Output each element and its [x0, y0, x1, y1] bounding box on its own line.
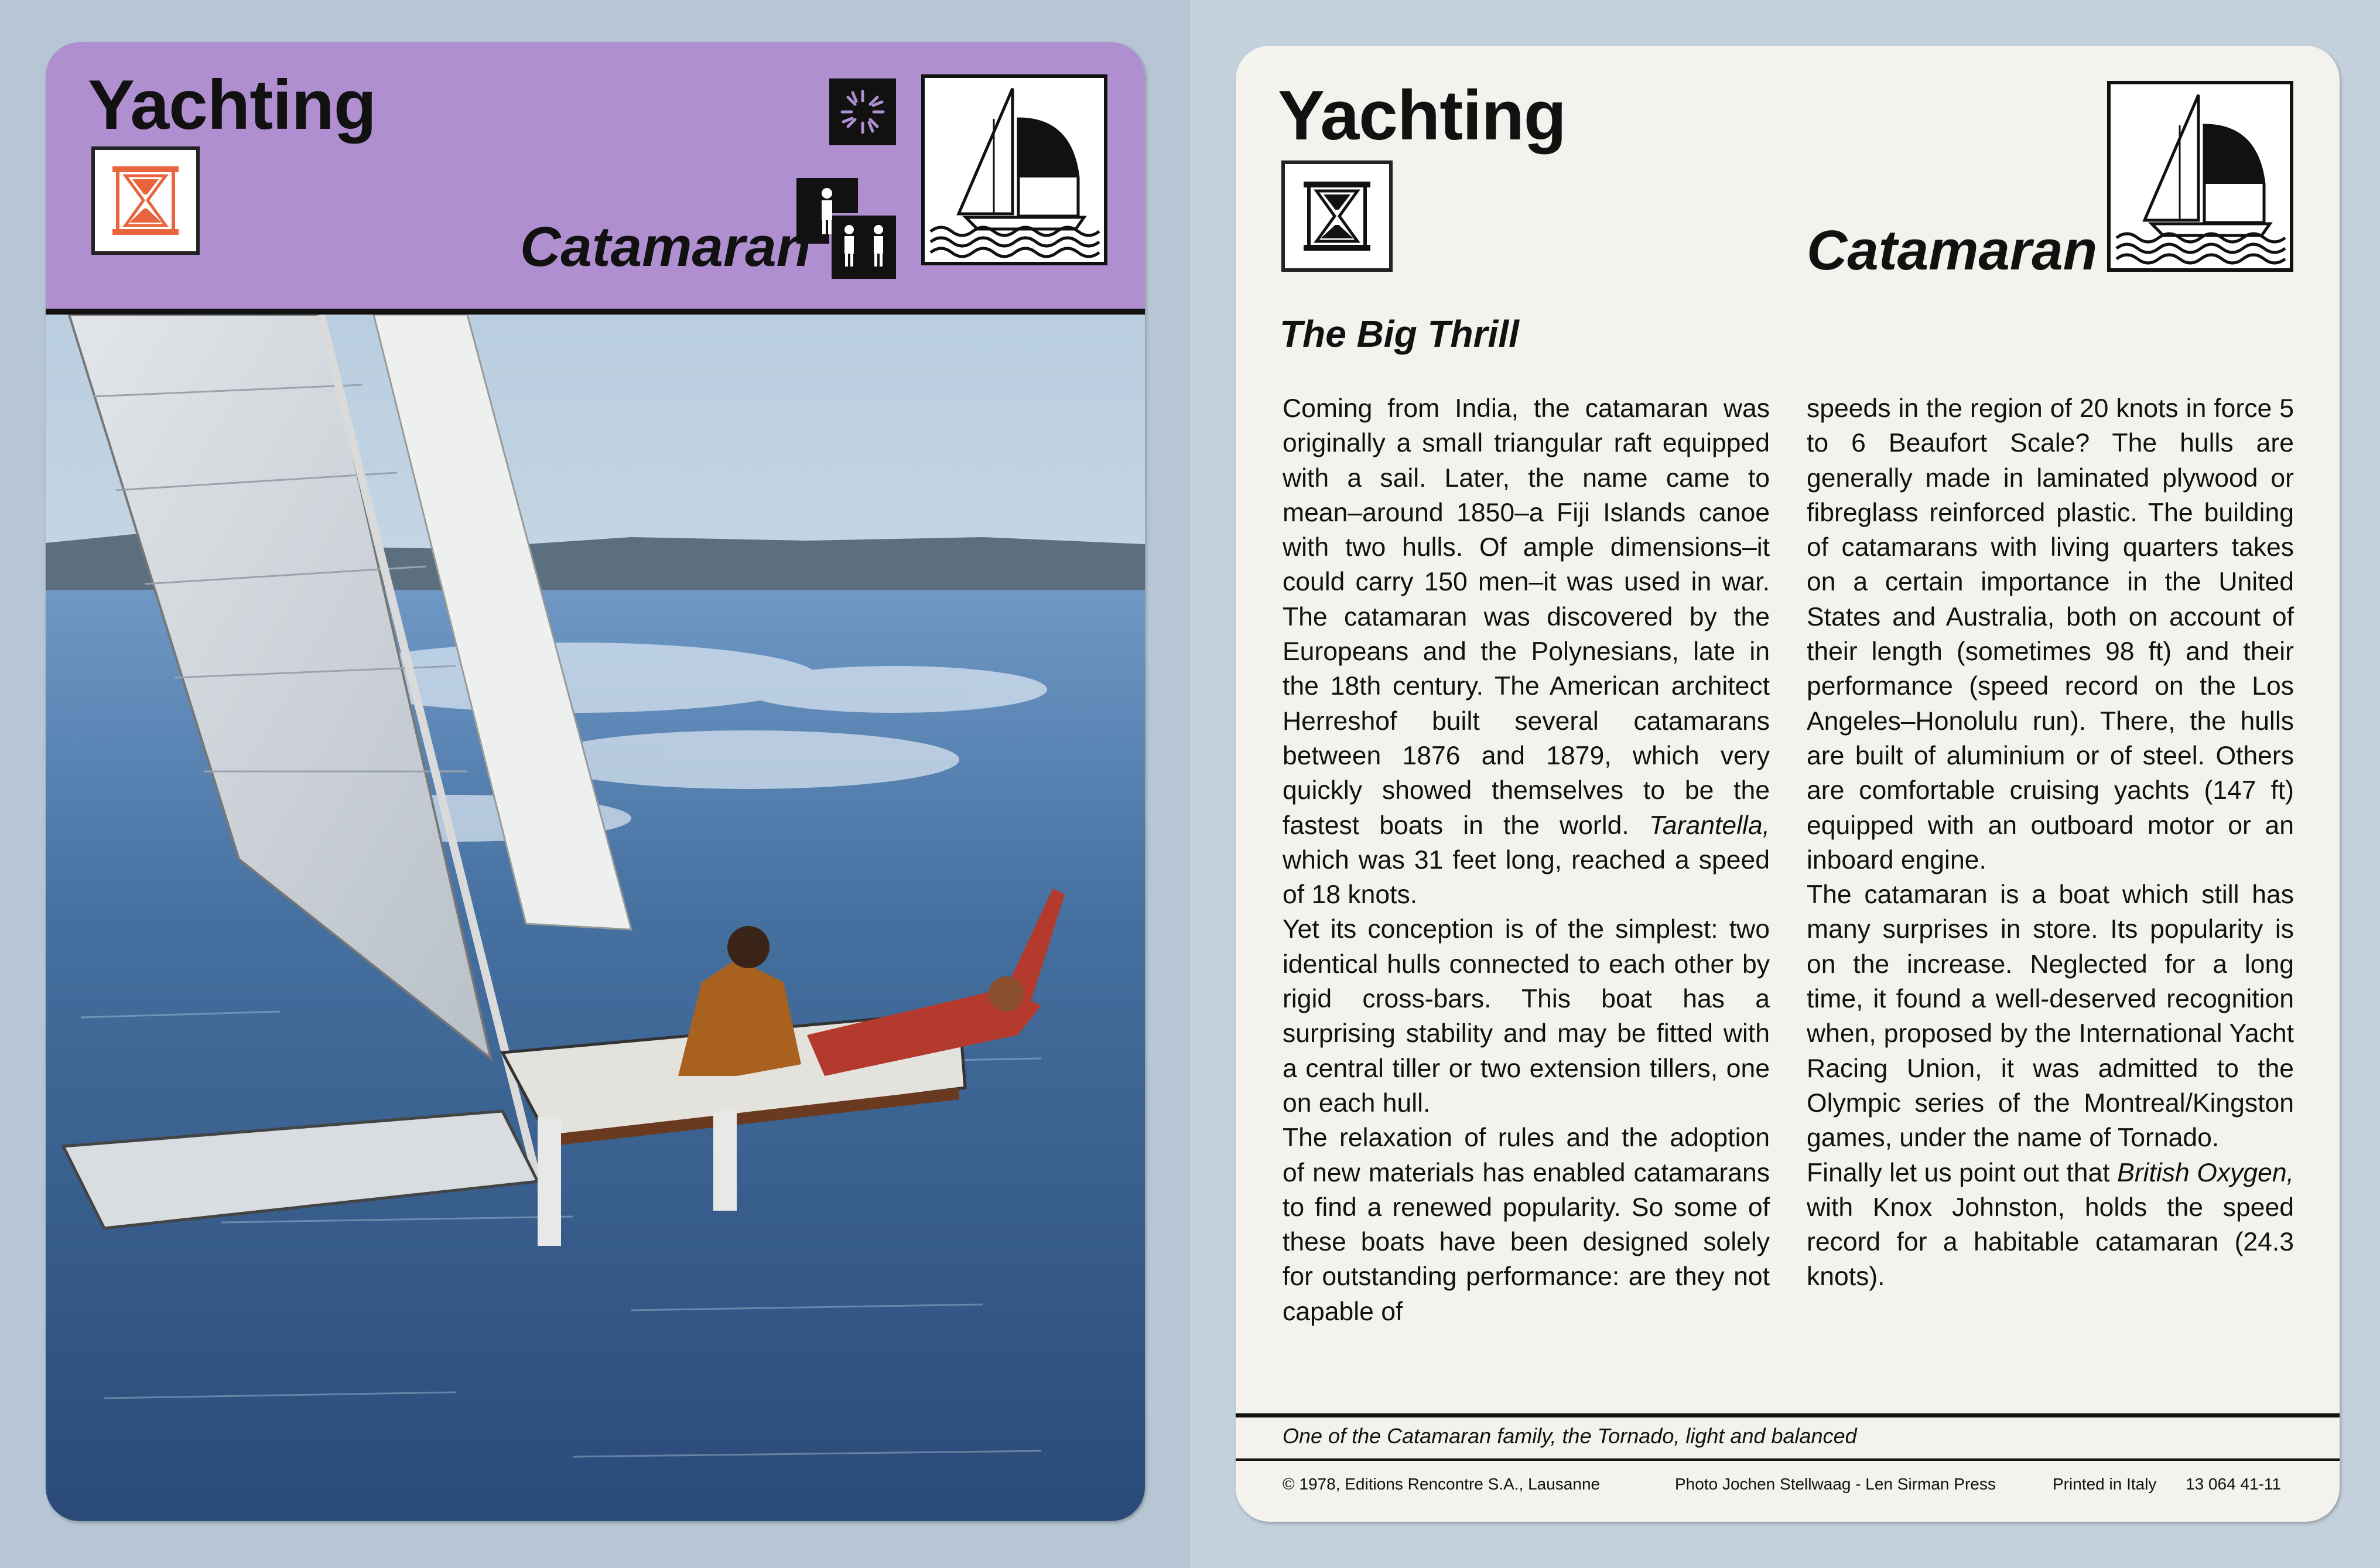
paragraph: The catamaran is a boat which still has many surprises in store. Its popularity is on the increase. Neglected for a long time, it found a well-deserved recognition when, proposed by the International Yacht Racing Union, it was admitted to the Olympic series of the Montreal/Kingston games, under the name of Tornado. — [1807, 880, 2294, 1153]
card-front — [46, 42, 1145, 1521]
catamaran-photo — [46, 315, 1145, 1521]
article-column-left — [1283, 391, 1770, 1329]
sun-icon — [829, 78, 896, 145]
paragraph: Finally let us point out that British Oxygen, with Knox Johnston, holds the speed record for a habitable catamaran (24.3 knots). — [1807, 1158, 2294, 1292]
article-heading: The Big Thrill — [1280, 313, 1519, 355]
card-back-title: Yachting — [1278, 76, 1567, 155]
article-column-right — [1807, 391, 2294, 1294]
sailboat-icon — [2107, 81, 2293, 272]
hourglass-icon — [1281, 160, 1393, 272]
card-code: 13 064 41-11 — [2186, 1475, 2281, 1493]
printed-in-text: Printed in Italy — [2053, 1475, 2157, 1493]
card-back — [1236, 46, 2340, 1522]
card-back-subtitle: Catamaran — [1807, 219, 2098, 282]
card-front-subtitle: Catamaran — [520, 216, 811, 278]
paragraph: Yet its conception is of the simplest: two identical hulls connected to each other by rigid cross-bars. This boat has a surprising stability and may be fitted with a central tiller or two extension tillers, one on each hull. — [1283, 915, 1770, 1118]
card-front-header — [46, 42, 1145, 315]
caption-divider — [1236, 1413, 2340, 1417]
hourglass-icon — [91, 146, 200, 255]
copyright-text: © 1978, Editions Rencontre S.A., Lausanne — [1283, 1475, 1601, 1493]
paragraph: The relaxation of rules and the adoption of new materials has enabled catamarans to find a renewed popularity. So some of these boats have been designed solely for outstanding performance: are they not capable of — [1283, 1123, 1770, 1326]
card-front-title: Yachting — [88, 66, 377, 144]
paragraph: Coming from India, the catamaran was originally a small triangular raft equipped with a sail. Later, the name came to mean–around 1850–a Fiji Islands canoe with two hulls. Of ample dimensions–it could carry 150 men–it was used in war. The catamaran was discovered by the Europeans and the Polynesians, late in the 18th century. The American architect Herreshof built several catamarans between 1876 and 1879, which very quickly showed themselves to be the fastest boats in the world. Tarantella, which was 31 feet long, reached a speed of 18 knots. — [1283, 394, 1770, 910]
footer-divider — [1236, 1458, 2340, 1461]
photo-caption: One of the Catamaran family, the Tornado, light and balanced — [1283, 1424, 1857, 1448]
photo-credit: Photo Jochen Stellwaag - Len Sirman Press — [1675, 1475, 1996, 1493]
paragraph: speeds in the region of 20 knots in force 5 to 6 Beaufort Scale? The hulls are generally made in laminated plywood or fibreglass reinforced plastic. The building of catamarans with living quarters takes on a certain importance in the United States and Australia, both on account of their length (sometimes 98 ft) and their performance (speed record on the Los Angeles–Honolulu run). There, the hulls are built of aluminium or of steel. Others are comfortable cruising yachts (147 ft) equipped with an outboard motor or an inboard engine. — [1807, 394, 2294, 874]
people-icon — [796, 178, 897, 280]
sailboat-icon — [921, 74, 1107, 265]
